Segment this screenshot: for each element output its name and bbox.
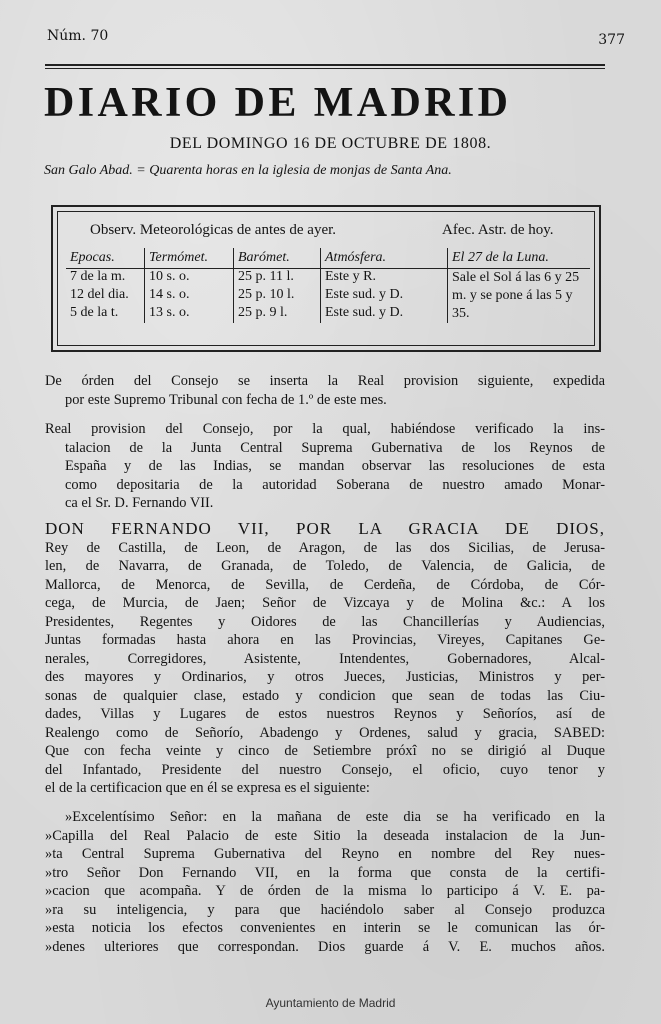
meteo-row (66, 269, 590, 288)
text-line: »Excelentísimo Señor: en la mañana de este dia se ha verificado en la (65, 809, 605, 825)
text-line: »ta Central Suprema Gubernativa del Reyno en nombre del Rey nues- (45, 846, 605, 862)
paragraph-real-provision (45, 420, 605, 513)
text-line: De órden del Consejo se inserta la Real provision siguiente, expedida (45, 373, 605, 389)
meteo-luna-text: Sale el Sol á las 6 y 25 m. y se pone á las 5 y 35. (448, 269, 591, 324)
dateline: DEL DOMINGO 16 DE OCTUBRE DE 1808. (169, 135, 492, 152)
text-line: len, de Navarra, de Granada, de Toledo, de Valencia, de Galicia, de (45, 558, 605, 574)
text-line: nerales, Corregidores, Asistente, Intendentes, Gobernadores, Alcal- (45, 650, 605, 667)
text-line: Real provision del Consejo, por la qual, habiéndose verificado la ins- (45, 421, 605, 437)
text-line: Realengo como de Señorío, Abadengo y Ordenes, salud y gracia, SABED: (45, 724, 605, 741)
meteo-cell: 5 de la t. (70, 305, 119, 320)
saint-of-day: San Galo Abad. = Quarenta horas en la iglesia de monjas de Santa Ana. (44, 163, 452, 178)
meteo-col-epocas: Epocas. (66, 248, 145, 269)
paragraph-royal-address (45, 520, 605, 798)
meteo-col-barometro: Barómet. (234, 248, 321, 269)
meteo-cell: Este sud. y D. (321, 287, 448, 305)
text-line: Presidentes, Regentes y Oidores de las Chancillerías y Audiencias, (45, 613, 605, 630)
text-line: el de la certificacion que en él se expresa es el siguiente: (45, 780, 370, 796)
footer-credit: Ayuntamiento de Madrid (265, 996, 396, 1010)
text-line: España y de las Indias, se mandan observar las resoluciones de esta (65, 458, 605, 474)
text-line: »cacion que acompaña. Y de órden de la misma lo participo á V. E. pa- (45, 883, 605, 899)
meteorological-box (51, 205, 601, 352)
header-rule (45, 64, 605, 69)
text-line: »denes ulteriores que correspondan. Dios guarde á V. E. muchos años. (45, 938, 605, 955)
text-line: »tro Señor Don Fernando VII, en la forma que consta de la certifi- (45, 864, 605, 881)
text-line: ca el Sr. D. Fernando VII. (65, 495, 214, 511)
meteo-cell: Este y R. (321, 269, 448, 288)
meteo-cell: 25 p. 9 l. (234, 305, 321, 323)
text-line: del Infantado, Presidente del nuestro Consejo, el oficio, cuyo tenor y (45, 761, 605, 778)
meteo-cell: 25 p. 11 l. (234, 269, 321, 288)
meteo-table (66, 248, 590, 323)
meteo-col-termometro: Termómet. (145, 248, 234, 269)
meteo-cell: 10 s. o. (145, 269, 234, 288)
paragraph-decree-intro (45, 372, 605, 409)
meteo-col-atmosfera: Atmósfera. (321, 248, 448, 269)
meteo-col-luna: El 27 de la Luna. (448, 248, 591, 269)
text-line: »ra su inteligencia, y para que haciéndolo saber al Consejo produzca (45, 901, 605, 918)
text-line: como depositaria de la autoridad Soberana de nuestro amado Monar- (65, 476, 605, 493)
text-line: Que con fecha veinte y cinco de Setiembre próxî no se dirigió al Duque (45, 743, 605, 759)
meteorological-box-inner (57, 211, 595, 346)
text-line: Rey de Castilla, de Leon, de Aragon, de las dos Sicilias, de Jerusa- (45, 539, 605, 556)
text-line: por este Supremo Tribunal con fecha de 1.º de este mes. (65, 391, 387, 408)
meteo-cell: 25 p. 10 l. (234, 287, 321, 305)
page-number: 377 (598, 32, 625, 48)
meteo-cell: 13 s. o. (145, 305, 234, 323)
text-line: talacion de la Junta Central Suprema Gubernativa de los Reynos de (65, 439, 605, 456)
text-line: cega, de Murcia, de Jaen; Señor de Vizcaya y de Molina &c.: A los (45, 595, 605, 611)
text-line: Mallorca, de Menorca, de Sevilla, de Cerdeña, de Córdoba, de Cór- (45, 576, 605, 593)
text-line: sonas de qualquier clase, estado y condicion que sean de todas las Ciu- (45, 687, 605, 704)
text-line: »Capilla del Real Palacio de este Sitio la deseada instalacion de la Jun- (45, 827, 605, 844)
text-line: »esta noticia los efectos convenientes en interin se le comunican las ór- (45, 920, 605, 936)
royal-lead-line: DON FERNANDO VII, POR LA GRACIA DE DIOS, (45, 519, 605, 538)
masthead-title: DIARIO DE MADRID (44, 80, 512, 126)
text-line: dades, Villas y Lugares de estos nuestros Reynos y Señoríos, así de (45, 706, 605, 722)
issue-number: Núm. 70 (47, 28, 109, 44)
meteo-cell: Este sud. y D. (321, 305, 448, 323)
text-line: des mayores y Ordinarios, y otros Jueces, Justicias, Ministros y per- (45, 669, 605, 685)
meteo-cell: 7 de la m. (70, 269, 126, 284)
meteo-heading-left: Observ. Meteorológicas de antes de ayer. (90, 222, 337, 238)
meteo-cell: 14 s. o. (145, 287, 234, 305)
paragraph-quoted-letter (45, 808, 605, 956)
meteo-cell: 12 del dia. (70, 287, 129, 302)
text-line: Juntas formadas hasta ahora en las Provincias, Vireyes, Capitanes Ge- (45, 632, 605, 648)
meteo-heading-right: Afec. Astr. de hoy. (442, 222, 554, 238)
